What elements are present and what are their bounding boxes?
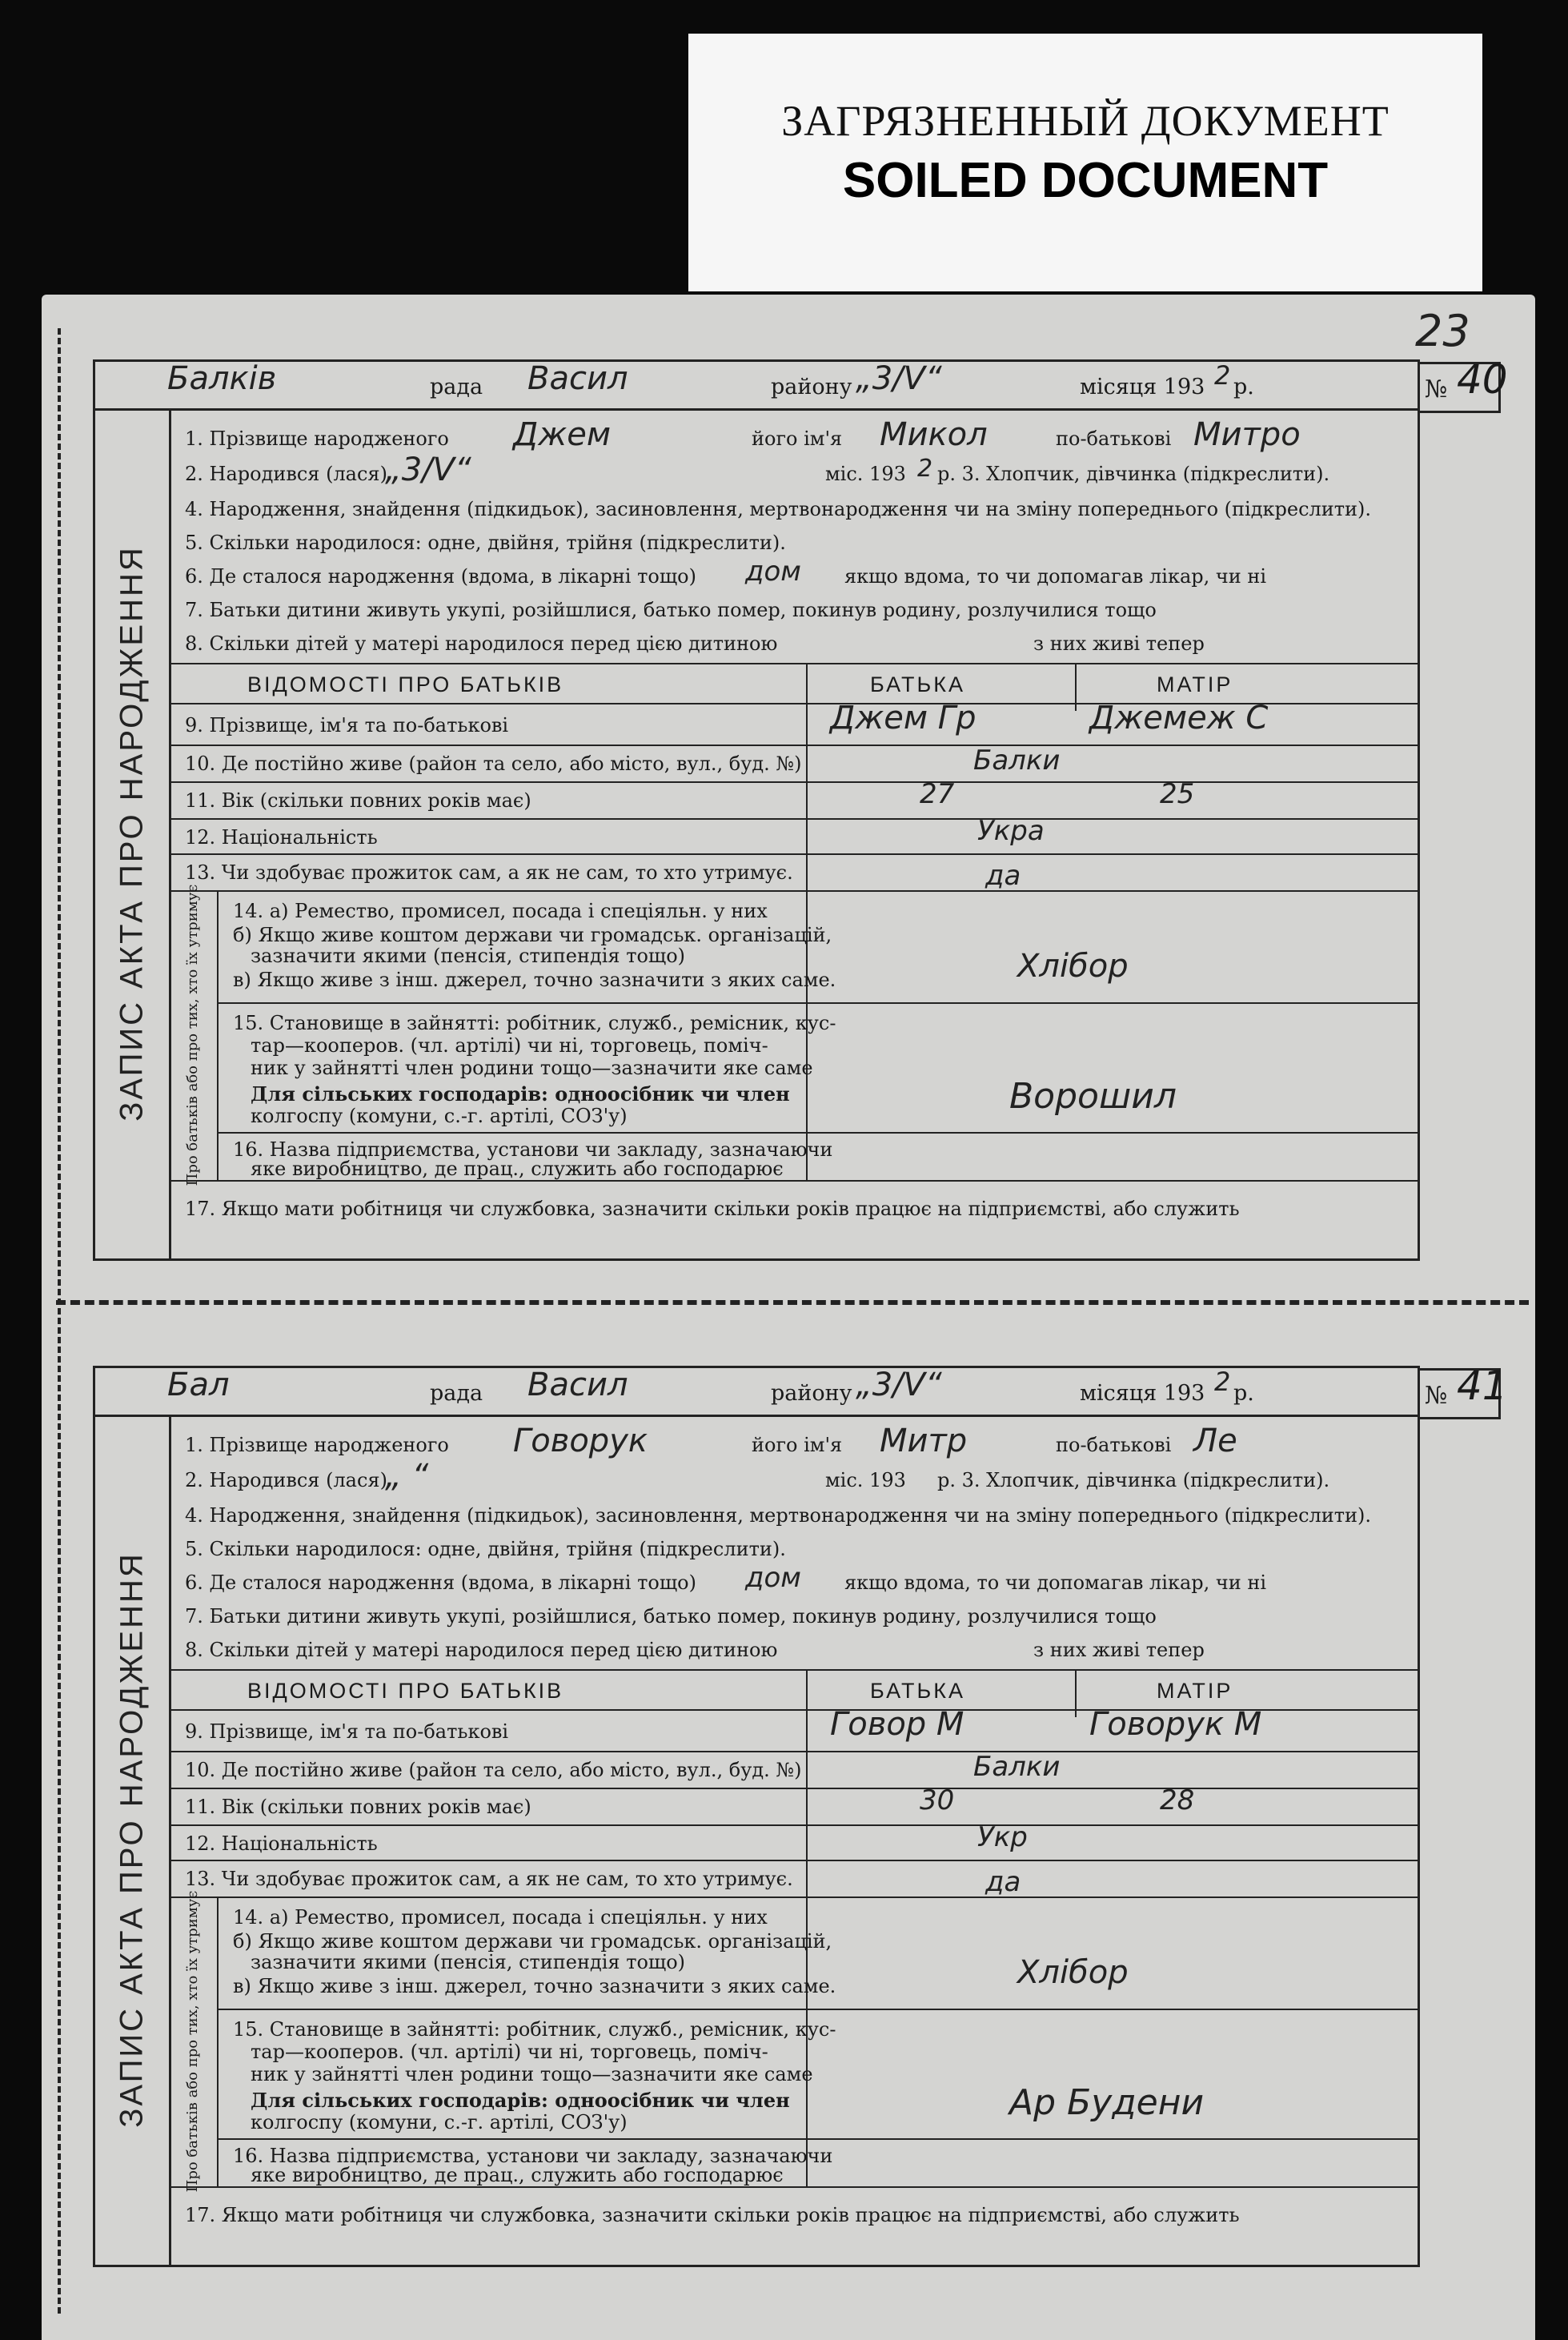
month-label: місяця 193: [1080, 375, 1205, 399]
divider: [169, 890, 1418, 892]
surname-handwritten: Говорук: [513, 1423, 648, 1459]
mother-column-header: МАТІР: [1157, 1679, 1233, 1703]
number-sign: №: [1425, 375, 1448, 403]
divider: [169, 853, 1418, 855]
parents-section-top: [169, 1669, 1418, 1671]
father-name-handwritten: Джем Гр: [830, 700, 976, 737]
given-name-handwritten: Митр: [880, 1423, 968, 1459]
divider: [169, 745, 1418, 746]
place-handwritten: дом: [745, 556, 801, 588]
column-divider-1: [806, 1669, 808, 2186]
record-number-handwritten: 40: [1457, 356, 1508, 403]
rayon-label: району: [771, 1381, 852, 1406]
parents-sub-bar: Про батьків або про тих, хто їх утримує: [169, 890, 219, 1180]
employment-handwritten: Ворошил: [1009, 1076, 1177, 1117]
divider: [217, 1132, 1418, 1134]
column-divider-1: [806, 663, 808, 1180]
residence-handwritten: Балки: [973, 1751, 1061, 1783]
form-header: [95, 356, 1508, 411]
column-divider-2: [1075, 663, 1077, 711]
divider: [169, 2186, 1418, 2188]
record-number-box: [1418, 1363, 1508, 1419]
year-suffix: р.: [1233, 375, 1254, 399]
soiled-document-label: [688, 34, 1482, 291]
parents-sub-bar: Про батьків або про тих, хто їх утримує: [169, 1896, 219, 2186]
divider: [217, 2009, 1418, 2010]
mother-column-header: МАТІР: [1157, 672, 1233, 696]
mother-name-handwritten: Джемеж С: [1089, 700, 1269, 737]
day-handwritten: „3/V“: [856, 1367, 942, 1403]
divider: [169, 1824, 1418, 1826]
record-number-handwritten: 41: [1457, 1363, 1508, 1409]
parents-info-header: ВІДОМОСТІ ПРО БАТЬКІВ: [247, 1679, 564, 1703]
divider: [169, 1180, 1418, 1182]
village-handwritten: Бал: [167, 1367, 230, 1403]
number-sign: №: [1425, 1382, 1448, 1410]
form-header: [95, 1363, 1508, 1417]
label-russian: ЗАГРЯЗНЕННЫЙ ДОКУМЕНТ: [781, 97, 1390, 145]
rada-label: рада: [430, 375, 483, 399]
father-age-handwritten: 30: [920, 1784, 955, 1816]
form-separator: [56, 1300, 1529, 1305]
mother-age-handwritten: 25: [1160, 778, 1195, 810]
self-support-handwritten: да: [985, 860, 1021, 892]
divider: [169, 1896, 1418, 1898]
father-age-handwritten: 27: [920, 778, 955, 810]
surname-handwritten: Джем: [513, 416, 612, 453]
place-handwritten: дом: [745, 1562, 801, 1594]
day-handwritten: „3/V“: [856, 360, 942, 397]
birthdate-handwritten: „3/V“: [385, 452, 471, 488]
divider: [169, 1788, 1418, 1789]
given-name-handwritten: Микол: [880, 416, 988, 453]
birth-record-form: Бал рада Васил району „3/V“ місяця 193 2 р. № 41 ЗАПИС АКТА ПРО НАРОДЖЕННЯ 1. Прізвище народженого Говорук його ім'я Митр по-батькові Ле 2. Народився (лася) „ “ міс. 193 р. 3. Хлопчик, дівчинка (підкреслити). 4. Народження, знайдення (підкидьок), засиновлення, мертвонародження чи на зміну попереднього (підкреслити). 5. Скільки народилося: одне, двійня, трійня (підкреслити). 6. Де сталося народження (вдома, в лікарні тощо) дом якщо вдома, то чи допомагав лікар, чи ні 7. Батьки дитини живуть укупі, розійшлися, батько помер, покинув родину, розлучилися тощо 8. Скільки дітей у матері народилося перед цією дитиною з них живі тепер ВІДОМОСТІ ПРО БАТЬКІВ БАТЬКА МАТІР 9. Прізвище, ім'я та по-батькові Говор М Говорук М 10. Де постійно живе (район та село, або місто, вул., буд. №) Балки 11. Вік (скільки повних років має) 30 28 12. Національність Укр 13. Чи здобуває прожиток сам, а як не сам, то хто утримує. да Про батьків або про тих, хто їх утримує 14. а) Ремество, промисел, посада і спеціяльн. у них б) Якщо живе коштом держави чи громадськ. організацій, зазначити якими (пенсія, стипендія тощо) в) Якщо живе з інш. джерел, точно зазначити з яких саме. Хлібор 15. Становище в зайнятті: робітник, служб., ремісник, кус- тар—кооперов. (чл. артілі) чи ні, торговець, поміч- ник у зайнятті член родини тощо—зазначити яке саме Для сільських господарів: одноосібник чи член колгоспу (комуни, с.-г. артілі, СОЗ'у) Ар Будени 16. Назва підприємства, установи чи закладу, зазначаючи яке виробництво, де прац., служить або господарює 17. Якщо мати робітниця чи службовка, зазначити скільки років працює на підприємстві, або служить: [93, 1366, 1420, 2267]
patronymic-handwritten: Ле: [1193, 1423, 1237, 1459]
year-handwritten: 2: [1214, 1367, 1231, 1397]
father-column-header: БАТЬКА: [870, 1679, 965, 1703]
rada-handwritten: Васил: [527, 360, 628, 397]
birth-year-handwritten: 2: [917, 455, 933, 483]
year-handwritten: 2: [1214, 360, 1231, 391]
rada-label: рада: [430, 1381, 483, 1406]
divider: [169, 818, 1418, 820]
page-number: 23: [1415, 306, 1470, 356]
residence-handwritten: Балки: [973, 745, 1061, 777]
column-divider-2: [1075, 1669, 1077, 1717]
record-number-box: [1418, 356, 1508, 413]
rayon-label: району: [771, 375, 852, 399]
occupation-handwritten: Хлібор: [1017, 948, 1129, 985]
birth-record-form: Балків рада Васил району „3/V“ місяця 193 2 р. № 40 ЗАПИС АКТА ПРО НАРОДЖЕННЯ 1. Прізвище народженого Джем його ім'я Микол по-батькові Митро 2. Народився (лася) „3/V“ міс. 193 2 р. 3. Хлопчик, дівчинка (підкреслити). 4. Народження, знайдення (підкидьок), засиновлення, мертвонародження чи на зміну попереднього (підкреслити). 5. Скільки народилося: одне, двійня, трійня (підкреслити). 6. Де сталося народження (вдома, в лікарні тощо) дом якщо вдома, то чи допомагав лікар, чи ні 7. Батьки дитини живуть укупі, розійшлися, батько помер, покинув родину, розлучилися тощо 8. Скільки дітей у матері народилося перед цією дитиною з них живі тепер ВІДОМОСТІ ПРО БАТЬКІВ БАТЬКА МАТІР 9. Прізвище, ім'я та по-батькові Джем Гр Джемеж С 10. Де постійно живе (район та село, або місто, вул., буд. №) Балки 11. Вік (скільки повних років має) 27 25 12. Національність Укра 13. Чи здобуває прожиток сам, а як не сам, то хто утримує. да Про батьків або про тих, хто їх утримує 14. а) Ремество, промисел, посада і спеціяльн. у них б) Якщо живе коштом держави чи громадськ. організацій, зазначити якими (пенсія, стипендія тощо) в) Якщо живе з інш. джерел, точно зазначити з яких саме. Хлібор 15. Становище в зайнятті: робітник, служб., ремісник, кус- тар—кооперов. (чл. артілі) чи ні, торговець, поміч- ник у зайнятті член родини тощо—зазначити яке саме Для сільських господарів: одноосібник чи член колгоспу (комуни, с.-г. артілі, СОЗ'у) Ворошил 16. Назва підприємства, установи чи закладу, зазначаючи яке виробництво, де прац., служить або господарює 17. Якщо мати робітниця чи службовка, зазначити скільки років працює на підприємстві, або служить: [93, 359, 1420, 1261]
father-column-header: БАТЬКА: [870, 672, 965, 696]
month-label: місяця 193: [1080, 1381, 1205, 1406]
employment-handwritten: Ар Будени: [1009, 2082, 1205, 2123]
nationality-handwritten: Укр: [977, 1821, 1028, 1853]
parents-info-header: ВІДОМОСТІ ПРО БАТЬКІВ: [247, 672, 564, 696]
father-name-handwritten: Говор М: [830, 1706, 964, 1743]
self-support-handwritten: да: [985, 1866, 1021, 1898]
mother-age-handwritten: 28: [1160, 1784, 1195, 1816]
divider: [169, 1860, 1418, 1861]
birthdate-handwritten: „ “: [385, 1458, 429, 1495]
divider: [169, 1751, 1418, 1752]
patronymic-handwritten: Митро: [1193, 416, 1301, 453]
nationality-handwritten: Укра: [977, 815, 1045, 847]
parents-section-top: [169, 663, 1418, 664]
form-side-title: ЗАПИС АКТА ПРО НАРОДЖЕННЯ: [95, 408, 171, 1258]
divider: [169, 781, 1418, 783]
form-side-title: ЗАПИС АКТА ПРО НАРОДЖЕННЯ: [95, 1415, 171, 2265]
year-suffix: р.: [1233, 1381, 1254, 1406]
divider: [217, 2138, 1418, 2140]
village-handwritten: Балків: [167, 360, 277, 397]
rada-handwritten: Васил: [527, 1367, 628, 1403]
mother-name-handwritten: Говорук М: [1089, 1706, 1262, 1743]
label-english: SOILED DOCUMENT: [842, 153, 1329, 208]
margin-cut-line: [58, 328, 61, 2314]
divider: [217, 1002, 1418, 1004]
occupation-handwritten: Хлібор: [1017, 1954, 1129, 1991]
